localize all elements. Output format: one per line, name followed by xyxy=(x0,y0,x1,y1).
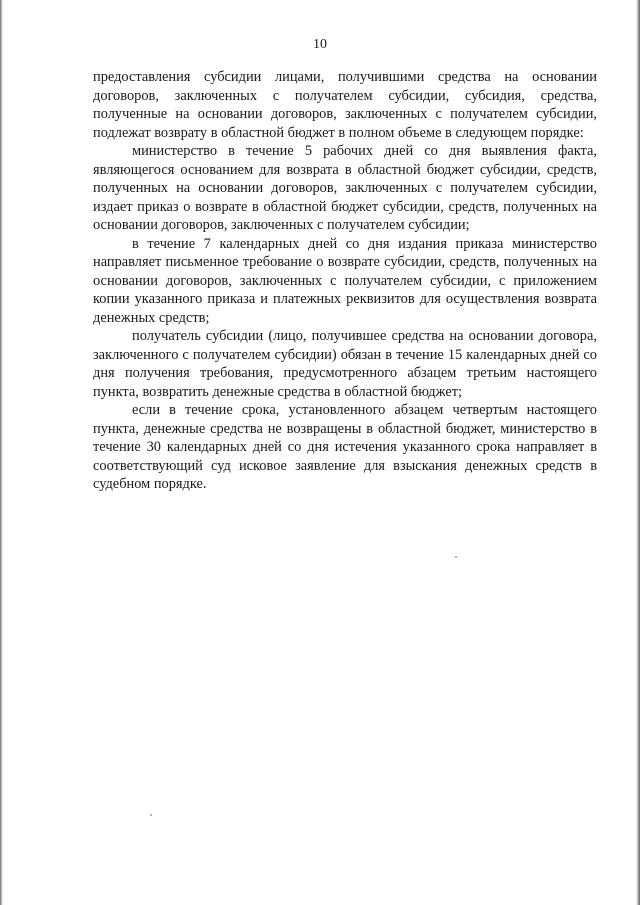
page-number: 10 xyxy=(313,37,327,52)
scan-speck xyxy=(455,556,457,558)
scan-speck xyxy=(150,814,152,816)
paragraph-5: если в течение срока, установленного абзацем четвертым настоящего пункта, денежные средства не возвращены в областной бюджет, министерство в течение 30 календарных дней со дня истечения указанного срока направляет в соответствующий суд исковое заявление для взыскания денежных средств в судебном порядке. xyxy=(93,402,597,492)
document-body xyxy=(93,68,597,494)
paragraph-4: получатель субсидии (лицо, получившее средства на основании договора, заключенного с получателем субсидии) обязан в течение 15 календарных дней со дня получения требования, предусмотренного абзацем третьим настоящего пункта, возвратить денежные средства в областной бюджет; xyxy=(93,328,597,400)
paragraph-2: министерство в течение 5 рабочих дней со дня выявления факта, являющегося основанием для возврата в областной бюджет субсидии, средств, полученных на основании договоров, заключенных с получателем субсидии, издает приказ о возврате в областной бюджет субсидии, средств, полученных на основании договоров, заключенных с получателем субсидии; xyxy=(93,143,597,233)
scan-edge-left xyxy=(0,0,3,905)
paragraph-3: в течение 7 календарных дней со дня издания приказа министерство направляет письменное требование о возврате субсидии, средств, полученных на основании договоров, заключенных с получателем субсидии, с приложением копии указанного приказа и платежных реквизитов для осуществления возврата денежных средств; xyxy=(93,235,597,326)
paragraph-1: предоставления субсидии лицами, получившими средства на основании договоров, заключенных с получателем субсидии, субсидия, средства, полученные на основании договоров, заключенных с получателем субсидии, подлежат возврату в областной бюджет в полном объеме в следующем порядке: xyxy=(93,69,597,141)
scan-edge-right xyxy=(636,0,640,905)
